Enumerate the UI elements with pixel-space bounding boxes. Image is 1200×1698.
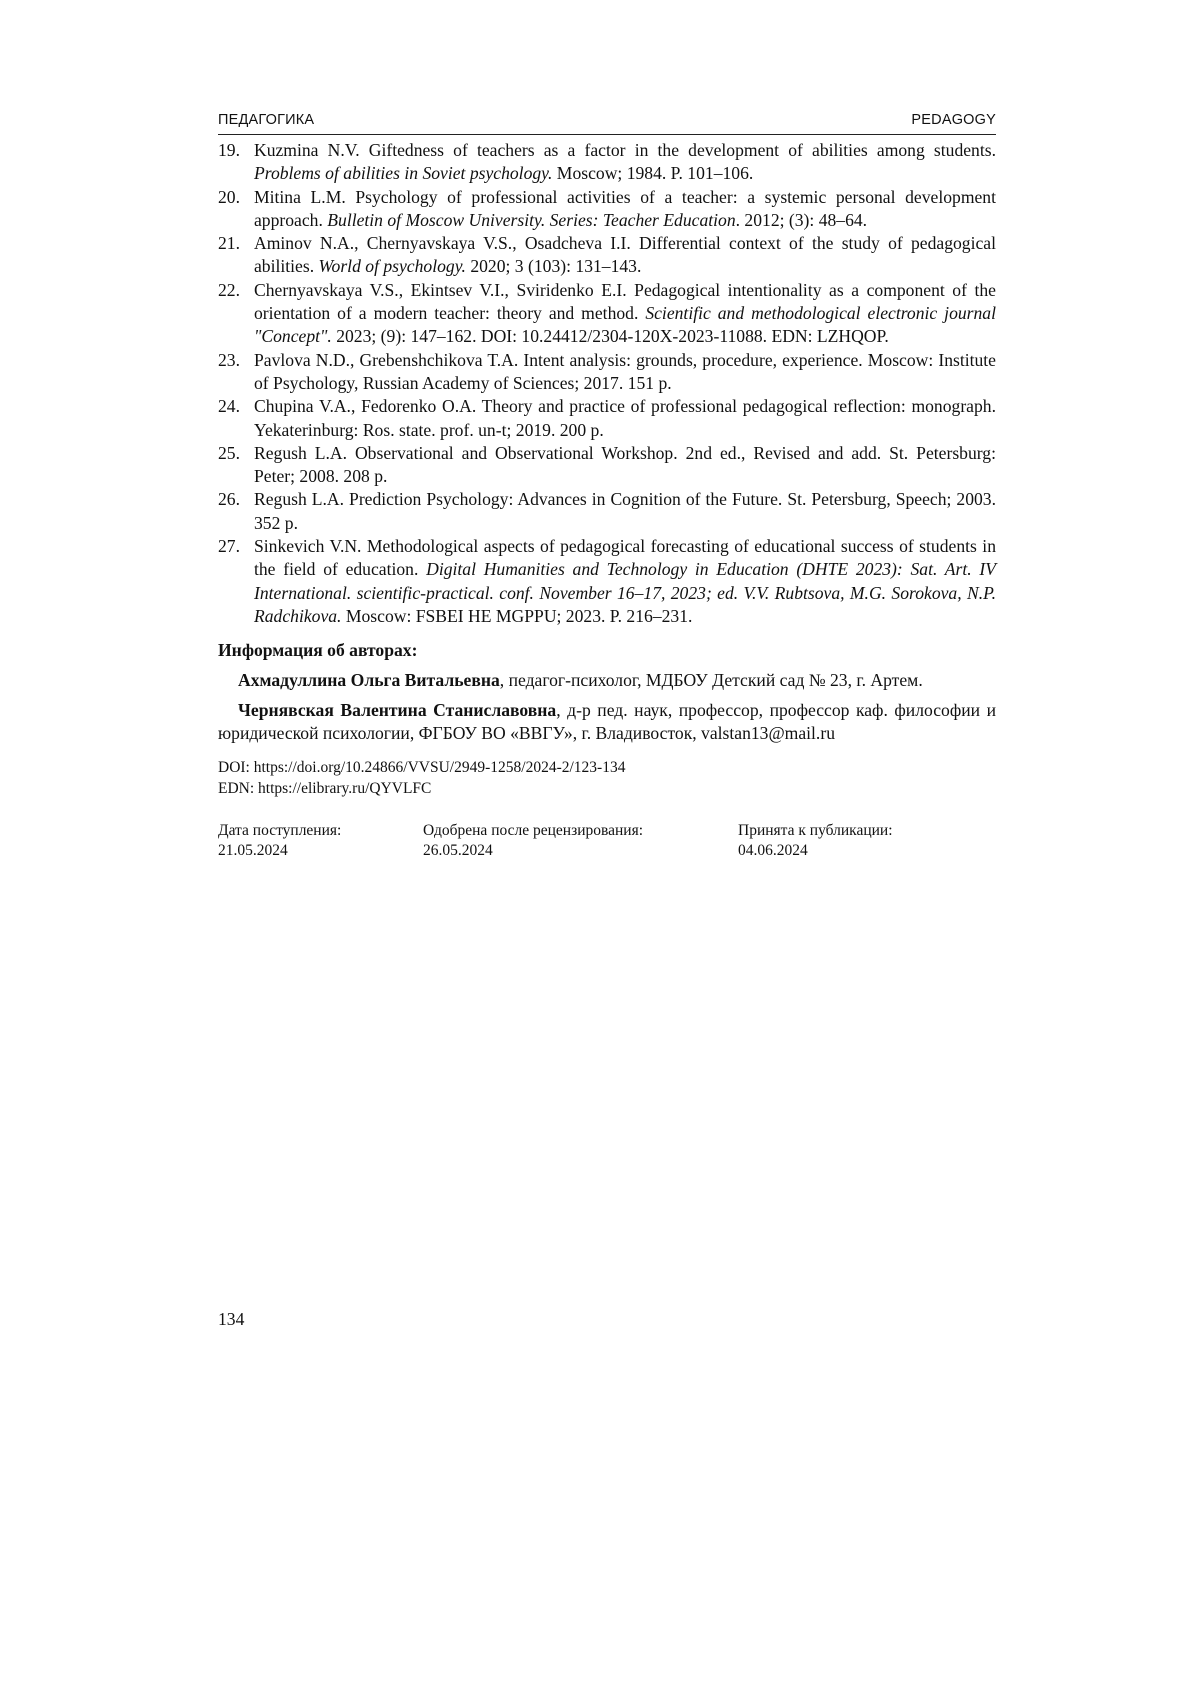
reference-text xyxy=(254,279,996,349)
reference-number: 26. xyxy=(218,489,240,510)
reference-segment: Chupina V.A., Fedorenko O.A. Theory and practice of professional pedagogical reflection: monograph. Yekaterinburg: Ros. state. prof. un-t; 2019. 200 p. xyxy=(254,396,996,440)
reference-text xyxy=(254,186,996,233)
reference-number: 21. xyxy=(218,233,240,254)
publication-dates xyxy=(218,821,996,861)
reference-segment: Aminov N.A., Chernyavskaya V.S., Osadcheva I.I. Differential context of the study of pedagogical abilities. xyxy=(254,233,996,277)
reference-segment: . 2012; (3): 48–64. xyxy=(735,209,868,230)
reference-segment: Regush L.A. Observational and Observational Workshop. 2nd ed., Revised and add. St. Petersburg: Peter; 2008. 208 p. xyxy=(254,442,996,487)
reference-number: 20. xyxy=(218,186,240,207)
reference-item xyxy=(218,488,996,535)
reference-item xyxy=(218,395,996,442)
received-date-block xyxy=(218,821,423,861)
reference-text xyxy=(254,395,996,442)
reference-item xyxy=(218,442,996,489)
reference-list xyxy=(218,139,996,628)
accepted-label: Принята к публикации: xyxy=(738,822,893,840)
identifiers xyxy=(218,757,996,799)
reference-segment: Sinkevich V.N. Methodological aspects of pedagogical forecasting of educational success of students in the field of education. xyxy=(254,536,996,580)
approved-date: 26.05.2024 xyxy=(423,842,493,860)
edn-link[interactable]: EDN: https://elibrary.ru/QYVLFC xyxy=(218,780,432,798)
reference-segment: Moscow: FSBEI HE MGPPU; 2023. P. 216–231. xyxy=(341,605,693,626)
header-left: ПЕДАГОГИКА xyxy=(218,112,315,128)
reference-source: Digital Humanities and Technology in Education (DHTE 2023): Sat. Art. IV International. scientific-practical. conf. November 16–17, 2023; ed. V.V. Rubtsova, M.G. Sorokova, N.P. Radchikova. xyxy=(254,559,996,626)
header-right: PEDAGOGY xyxy=(911,112,996,128)
reference-segment: 2020; 3 (103): 131–143. xyxy=(465,256,642,277)
reference-item xyxy=(218,232,996,279)
reference-segment: Kuzmina N.V. Giftedness of teachers as a factor in the development of abilities among students. xyxy=(254,140,996,160)
reference-text xyxy=(254,442,996,489)
reference-segment: 2023; (9): 147–162. DOI: 10.24412/2304-120X-2023-11088. EDN: LZHQOP. xyxy=(331,326,889,347)
reference-source: Problems of abilities in Soviet psychology. xyxy=(254,163,553,184)
reference-source: World of psychology. xyxy=(318,256,466,277)
reference-item xyxy=(218,186,996,233)
reference-number: 24. xyxy=(218,396,240,417)
page-number: 134 xyxy=(218,1309,245,1329)
reference-text xyxy=(254,349,996,396)
reference-source: Bulletin of Moscow University. Series: Teacher Education xyxy=(327,209,736,230)
reference-item xyxy=(218,349,996,396)
author-name: Ахмадуллина Ольга Витальевна xyxy=(238,670,500,691)
reference-number: 19. xyxy=(218,140,240,160)
reference-item xyxy=(218,279,996,349)
received-date: 21.05.2024 xyxy=(218,842,288,860)
reference-segment: Moscow; 1984. P. 101–106. xyxy=(552,163,754,184)
doi-link[interactable]: DOI: https://doi.org/10.24866/VVSU/2949-1258/2024-2/123-134 xyxy=(218,759,626,777)
approved-date-block xyxy=(423,821,738,861)
authors-heading: Информация об авторах: xyxy=(218,640,418,661)
accepted-date-block xyxy=(738,821,978,861)
reference-text xyxy=(254,488,996,535)
reference-number: 22. xyxy=(218,279,240,300)
reference-number: 23. xyxy=(218,349,240,370)
accepted-date: 04.06.2024 xyxy=(738,842,808,860)
author-details: , педагог-психолог, МДБОУ Детский сад № 23, г. Артем. xyxy=(499,670,923,691)
author-details: , д-р пед. наук, профессор, профессор каф. философии и юридической психологии, ФГБОУ ВО «ВВГУ», г. Владивосток, valstan13@mail.ru xyxy=(218,699,996,743)
running-header xyxy=(218,112,996,135)
reference-segment: Pavlova N.D., Grebenshchikova T.A. Intent analysis: grounds, procedure, experience. Moscow: Institute of Psychology, Russian Academy of Sciences; 2017. 151 p. xyxy=(254,349,996,393)
approved-label: Одобрена после рецензирования: xyxy=(423,822,644,840)
reference-segment: Regush L.A. Prediction Psychology: Advances in Cognition of the Future. St. Petersburg, Speech; 2003. 352 p. xyxy=(254,489,996,533)
reference-segment: Mitina L.M. Psychology of professional activities of a teacher: a systemic personal development approach. xyxy=(254,186,996,230)
reference-text xyxy=(254,232,996,279)
reference-number: 27. xyxy=(218,536,240,557)
reference-item xyxy=(218,535,996,628)
reference-text xyxy=(254,535,996,628)
author-info xyxy=(218,669,996,692)
reference-source: Scientific and methodological electronic journal "Concept". xyxy=(254,303,996,347)
reference-segment: Chernyavskaya V.S., Ekintsev V.I., Sviridenko E.I. Pedagogical intentionality as a component of the orientation of a modern teacher: theory and method. xyxy=(254,279,996,324)
received-label: Дата поступления: xyxy=(218,822,342,840)
author-info xyxy=(218,699,996,746)
reference-text xyxy=(254,139,996,186)
page xyxy=(218,112,996,861)
reference-item xyxy=(218,139,996,186)
author-name: Чернявская Валентина Станиславовна xyxy=(238,699,557,720)
reference-number: 25. xyxy=(218,442,240,463)
